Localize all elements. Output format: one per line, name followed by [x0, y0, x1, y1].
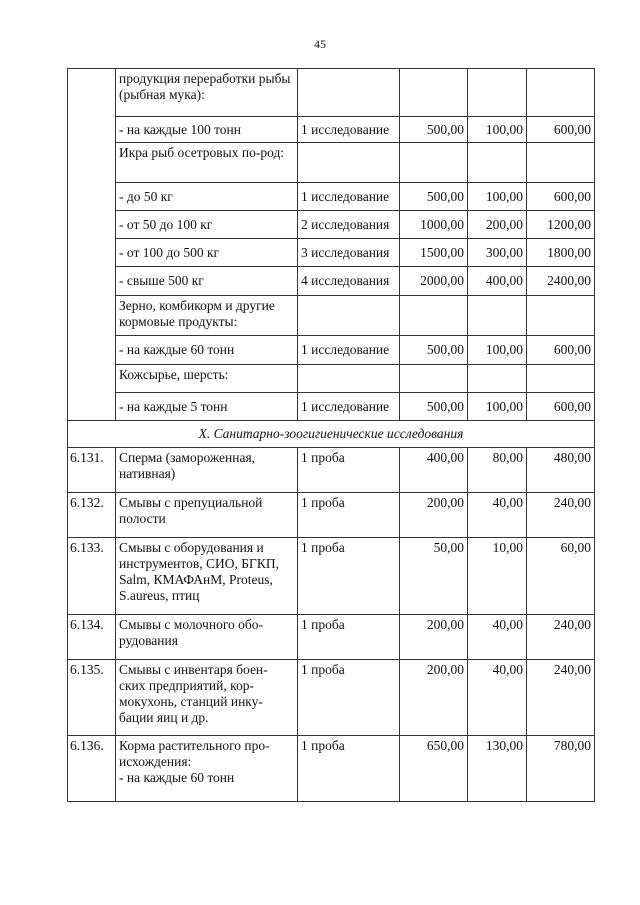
total-cell [527, 365, 595, 393]
description-cell: - от 100 до 500 кг [116, 239, 298, 267]
description-cell: Икра рыб осетровых по-род: [116, 143, 298, 183]
price-cell: 500,00 [400, 393, 468, 421]
price-cell [400, 69, 468, 117]
row-number-cell: 6.132. [68, 493, 116, 538]
price-cell: 200,00 [400, 615, 468, 660]
vat-cell: 130,00 [468, 736, 527, 802]
row-number-cell: 6.136. [68, 736, 116, 802]
vat-cell: 80,00 [468, 448, 527, 493]
description-cell: Смывы с инвентаря боен-ских предприятий, кор-мокухонь, станций инку-бации яиц и др. [116, 660, 298, 736]
price-cell: 650,00 [400, 736, 468, 802]
vat-cell [468, 365, 527, 393]
table-row [68, 393, 595, 421]
vat-cell: 40,00 [468, 493, 527, 538]
vat-cell: 40,00 [468, 660, 527, 736]
description-cell: - от 50 до 100 кг [116, 211, 298, 239]
price-cell: 500,00 [400, 336, 468, 365]
unit-cell [298, 365, 400, 393]
unit-cell [298, 143, 400, 183]
description-cell: - на каждые 5 тонн [116, 393, 298, 421]
table-row [68, 448, 595, 493]
unit-cell: 2 исследования [298, 211, 400, 239]
description-cell: Смывы с оборудования и инструментов, СИО, БГКП, Salm, КМАФАнМ, Proteus, S.aureus, птиц [116, 538, 298, 615]
table-row [68, 143, 595, 183]
total-cell: 240,00 [527, 660, 595, 736]
price-cell: 200,00 [400, 493, 468, 538]
unit-cell: 4 исследования [298, 267, 400, 296]
page-number: 45 [314, 37, 326, 51]
row-number-cell: 6.133. [68, 538, 116, 615]
vat-cell: 10,00 [468, 538, 527, 615]
table-row [68, 69, 595, 117]
description-cell: - до 50 кг [116, 183, 298, 211]
total-cell: 480,00 [527, 448, 595, 493]
vat-cell: 100,00 [468, 117, 527, 143]
table-row [68, 211, 595, 239]
vat-cell [468, 69, 527, 117]
total-cell: 2400,00 [527, 267, 595, 296]
description-cell: Смывы с молочного обо-рудования [116, 615, 298, 660]
price-table [67, 68, 595, 802]
unit-cell: 1 проба [298, 538, 400, 615]
unit-cell [298, 296, 400, 336]
total-cell: 600,00 [527, 117, 595, 143]
price-cell: 1000,00 [400, 211, 468, 239]
price-cell [400, 296, 468, 336]
price-cell: 50,00 [400, 538, 468, 615]
unit-cell: 1 проба [298, 736, 400, 802]
total-cell: 600,00 [527, 393, 595, 421]
total-cell [527, 296, 595, 336]
vat-cell: 100,00 [468, 393, 527, 421]
table-row [68, 336, 595, 365]
table-row [68, 493, 595, 538]
total-cell: 600,00 [527, 336, 595, 365]
table-row [68, 296, 595, 336]
description-cell: продукция переработки рыбы (рыбная мука): [116, 69, 298, 117]
total-cell: 600,00 [527, 183, 595, 211]
description-cell: Зерно, комбикорм и другие кормовые продукты: [116, 296, 298, 336]
table-row [68, 736, 595, 802]
price-cell: 500,00 [400, 117, 468, 143]
row-number-cell [68, 69, 116, 421]
description-cell: Смывы с препуциальной полости [116, 493, 298, 538]
unit-cell: 3 исследования [298, 239, 400, 267]
vat-cell [468, 143, 527, 183]
unit-cell: 1 проба [298, 615, 400, 660]
vat-cell: 400,00 [468, 267, 527, 296]
row-number-cell: 6.134. [68, 615, 116, 660]
total-cell: 1200,00 [527, 211, 595, 239]
total-cell: 240,00 [527, 615, 595, 660]
unit-cell: 1 исследование [298, 393, 400, 421]
row-number-cell: 6.131. [68, 448, 116, 493]
description-cell: Сперма (замороженная, нативная) [116, 448, 298, 493]
description-cell: - на каждые 100 тонн [116, 117, 298, 143]
description-cell: - на каждые 60 тонн [116, 336, 298, 365]
table-row [68, 239, 595, 267]
section-title: X. Санитарно-зоогигиенические исследования [68, 421, 595, 448]
description-cell: Корма растительного про-исхождения: - на каждые 60 тонн [116, 736, 298, 802]
price-cell: 500,00 [400, 183, 468, 211]
description-cell: Кожсырье, шерсть: [116, 365, 298, 393]
unit-cell: 1 проба [298, 448, 400, 493]
table-row [68, 267, 595, 296]
table-row [68, 117, 595, 143]
table-row [68, 660, 595, 736]
vat-cell [468, 296, 527, 336]
vat-cell: 300,00 [468, 239, 527, 267]
total-cell: 780,00 [527, 736, 595, 802]
total-cell: 60,00 [527, 538, 595, 615]
total-cell [527, 143, 595, 183]
table-row [68, 365, 595, 393]
unit-cell: 1 проба [298, 493, 400, 538]
price-cell [400, 143, 468, 183]
unit-cell: 1 исследование [298, 183, 400, 211]
table-row [68, 615, 595, 660]
price-cell: 2000,00 [400, 267, 468, 296]
unit-cell: 1 проба [298, 660, 400, 736]
price-cell [400, 365, 468, 393]
table-row [68, 183, 595, 211]
section-heading-row [68, 421, 595, 448]
total-cell: 1800,00 [527, 239, 595, 267]
vat-cell: 100,00 [468, 336, 527, 365]
unit-cell: 1 исследование [298, 117, 400, 143]
price-cell: 400,00 [400, 448, 468, 493]
table-row [68, 538, 595, 615]
row-number-cell: 6.135. [68, 660, 116, 736]
total-cell: 240,00 [527, 493, 595, 538]
unit-cell [298, 69, 400, 117]
vat-cell: 200,00 [468, 211, 527, 239]
vat-cell: 100,00 [468, 183, 527, 211]
price-cell: 200,00 [400, 660, 468, 736]
total-cell [527, 69, 595, 117]
price-cell: 1500,00 [400, 239, 468, 267]
description-cell: - свыше 500 кг [116, 267, 298, 296]
vat-cell: 40,00 [468, 615, 527, 660]
unit-cell: 1 исследование [298, 336, 400, 365]
